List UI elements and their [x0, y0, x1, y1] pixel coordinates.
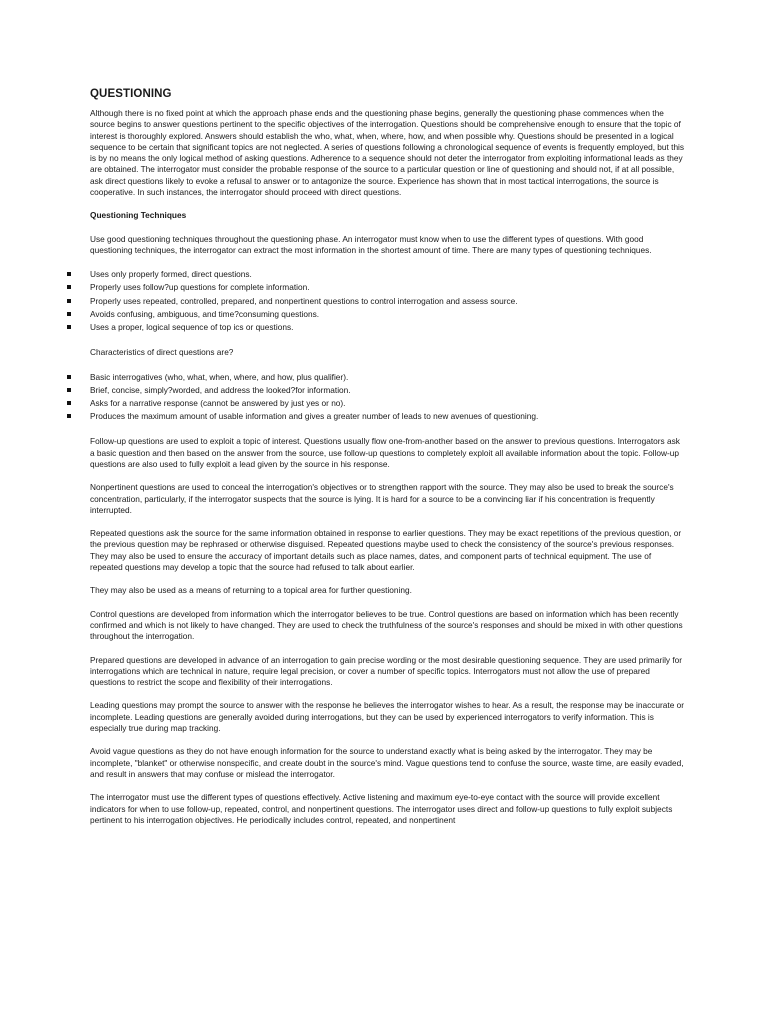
page-title: QUESTIONING	[90, 88, 172, 100]
square-bullet-icon	[67, 299, 71, 303]
square-bullet-icon	[67, 312, 71, 316]
techniques-bullet-list	[90, 268, 686, 334]
list-item	[90, 384, 686, 397]
section-heading: Questioning Techniques	[90, 210, 187, 221]
nonpertinent-paragraph: Nonpertinent questions are used to conceal the interrogation's objectives or to strengthen rapport with the source. They may also be used to break the source's concentration, particularly, if the interrogator suspects that the source is lying. It is hard for a source to be a convincing liar if his concentration is frequently interrupted.	[90, 482, 674, 515]
square-bullet-icon	[67, 414, 71, 418]
repeated-paragraph: Repeated questions ask the source for the same information obtained in response to earlier questions. They may be exact repetitions of the previous question, or the previous question may be rephrased or otherwise disguised. Repeated questions maybe used to check the consistency of the source's previous responses. They may also be used to ensure the accuracy of important details such as place names, dates, and component parts of technical equipment. The use of repeated questions may develop a topic that the source had refused to talk about earlier.	[90, 528, 682, 573]
techniques-intro-paragraph: Use good questioning techniques throughout the questioning phase. An interrogator must know when to use the different types of questions. With good questioning techniques, the interrogator can extract the most information in the shortest amount of time. There are many types of questioning techniques.	[90, 233, 652, 255]
list-item-text: Properly uses follow?up questions for complete information.	[90, 282, 310, 293]
list-item	[90, 321, 686, 334]
list-item	[90, 397, 686, 410]
list-item	[90, 268, 686, 281]
control-paragraph: Control questions are developed from information which the interrogator believes to be true. Control questions are based on information which has been recently confirmed and which is not likely to have changed. They are used to check the truthfulness of the source's responses and should be mixed in with other questions throughout the interrogation.	[90, 608, 683, 642]
characteristics-bullet-list	[90, 371, 686, 424]
list-item-text: Uses only properly formed, direct questions.	[90, 269, 252, 280]
leading-paragraph: Leading questions may prompt the source to answer with the response he believes the interrogator wishes to hear. As a result, the response may be inaccurate or incomplete. Leading questions are generally avoided during interrogations, but they can be used by experienced interrogators to verify information. This is especially true during map tracking.	[90, 700, 685, 734]
square-bullet-icon	[67, 285, 71, 289]
list-item	[90, 410, 686, 423]
returning-paragraph: They may also be used as a means of returning to a topical area for further questioning.	[90, 585, 412, 596]
list-item-text: Properly uses repeated, controlled, prepared, and nonpertinent questions to control interrogation and assess source.	[90, 295, 518, 306]
list-item	[90, 281, 686, 294]
list-item-text: Uses a proper, logical sequence of top ics or questions.	[90, 322, 294, 333]
effective-use-paragraph: The interrogator must use the different types of questions effectively. Active listening and maximum eye-to-eye contact with the source will provide excellent indicators for when to use follow-up, repeated, control, and nonpertinent questions. The interrogator uses direct and follow-up questions to fully exploit subjects pertinent to his interrogation objectives. He periodically includes control, repeated, and nonpertinent	[90, 792, 673, 825]
vague-paragraph: Avoid vague questions as they do not have enough information for the source to understand exactly what is being asked by the interrogator. They may be incomplete, "blanket" or otherwise nonspecific, and create doubt in the source's mind. Vague questions tend to confuse the source, waste time, are easily evaded, and result in answers that may confuse or mislead the interrogator.	[90, 746, 684, 779]
list-item-text: Avoids confusing, ambiguous, and time?consuming questions.	[90, 308, 320, 319]
follow-up-paragraph: Follow-up questions are used to exploit a topic of interest. Questions usually flow one-from-another based on the answer to previous questions. Interrogators ask a basic question and then based on the answer from the source, use follow-up questions to completely exploit all available information about the topic. Follow-up questions are also used to fully exploit a lead given by the source in his response.	[90, 436, 680, 469]
square-bullet-icon	[67, 272, 71, 276]
square-bullet-icon	[67, 388, 71, 392]
square-bullet-icon	[67, 325, 71, 329]
list-item	[90, 295, 686, 308]
list-item-text: Brief, concise, simply?worded, and address the looked?for information.	[90, 384, 351, 395]
list-item-text: Produces the maximum amount of usable information and gives a greater number of leads to new avenues of questioning.	[90, 411, 539, 422]
list-item-text: Asks for a narrative response (cannot be answered by just yes or no).	[90, 397, 346, 408]
square-bullet-icon	[67, 401, 71, 405]
prepared-paragraph: Prepared questions are developed in advance of an interrogation to gain precise wording or the most desirable questioning sequence. They are used primarily for interrogations which are technical in nature, require legal precision, or cover a number of specific topics. Interrogators must not allow the use of prepared questions to restrict the scope and flexibility of their interrogations.	[90, 654, 683, 688]
square-bullet-icon	[67, 375, 71, 379]
list-item-text: Basic interrogatives (who, what, when, where, and how, plus qualifier).	[90, 371, 349, 382]
list-item	[90, 371, 686, 384]
list-item	[90, 308, 686, 321]
characteristics-intro: Characteristics of direct questions are?	[90, 347, 234, 358]
document-page	[90, 88, 686, 838]
intro-paragraph: Although there is no fixed point at which the approach phase ends and the questioning phase begins, generally the questioning phase commences when the source begins to answer questions pertinent to the specific objectives of the interrogation. Questions should be comprehensive enough to ensure that the topic of interest is thoroughly explored. Answers should establish the who, what, when, where, how, and when possible why. Questions should be presented in a logical sequence to be certain that significant topics are not neglected. A series of questions following a chronological sequence of events is frequently employed, but this is by no means the only logical method of asking questions. Adherence to a sequence should not deter the interrogator from exploiting informational leads as they are obtained. The interrogator must consider the probable response of the source to a particular question or line of questioning and should not, if at all possible, ask direct questions likely to evoke a refusal to answer or to antagonize the source. Experience has shown that in most tactical interrogations, the source is cooperative. In such instances, the interrogator should proceed with direct questions.	[90, 108, 685, 198]
